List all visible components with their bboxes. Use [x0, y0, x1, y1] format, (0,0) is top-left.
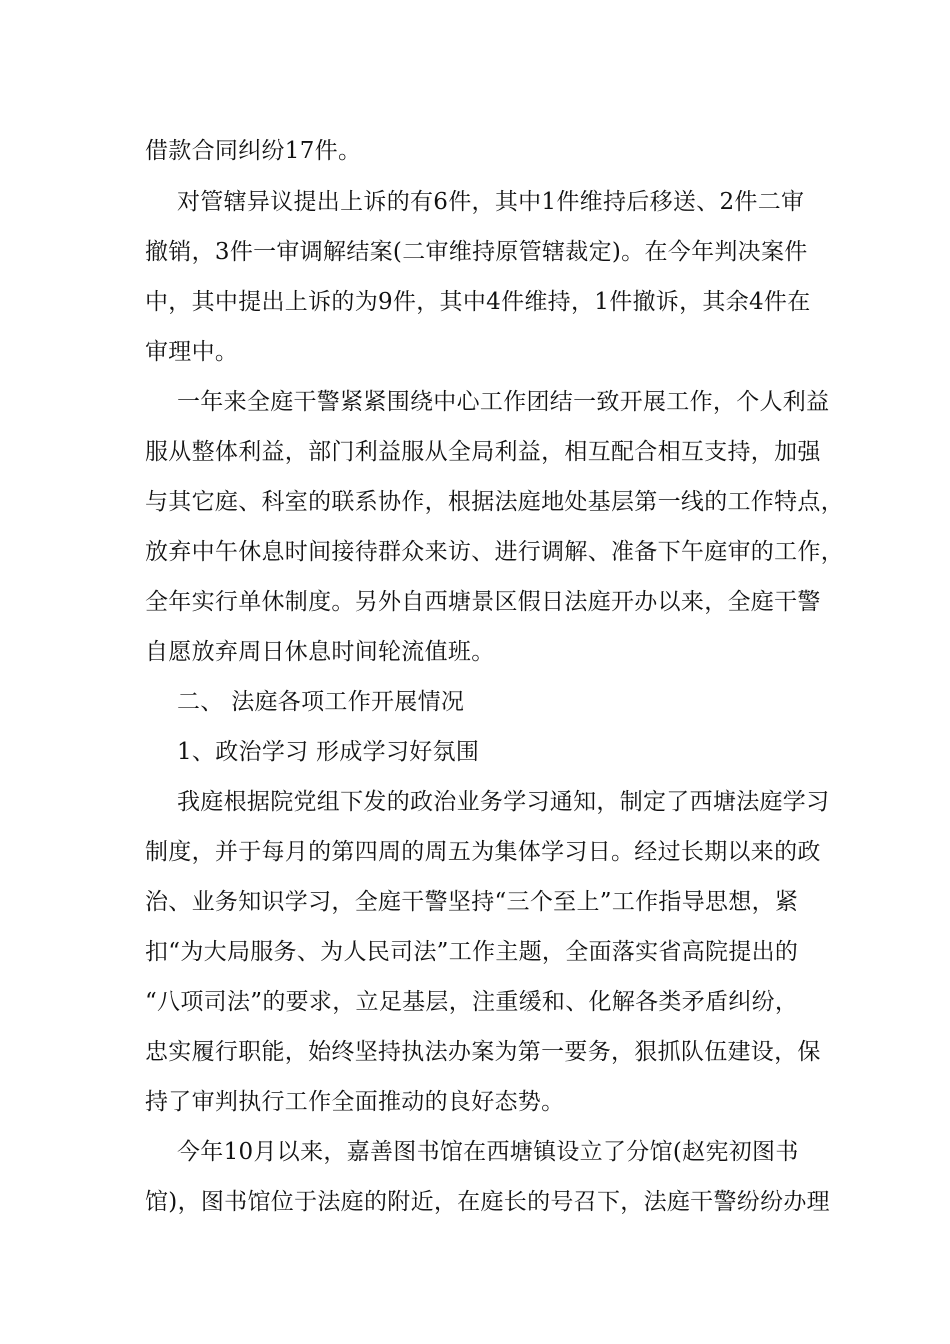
- subsection-heading: 1、政治学习 形成学习好氛围: [177, 739, 480, 765]
- text-line: 撤销，3件一审调解结案(二审维持原管辖裁定)。在今年判决案件: [145, 239, 808, 265]
- text-line: 放弃中午休息时间接待群众来访、进行调解、准备下午庭审的工作，: [145, 539, 844, 565]
- text-line: 全年实行单休制度。另外自西塘景区假日法庭开办以来，全庭干警: [145, 589, 821, 615]
- text-line: “八项司法”的要求，立足基层，注重缓和、化解各类矛盾纠纷，: [145, 989, 799, 1015]
- text-line: 治、业务知识学习，全庭干警坚持“三个至上”工作指导思想，紧: [145, 889, 799, 915]
- text-line: 借款合同纠纷17件。: [145, 138, 362, 164]
- text-line: 一年来全庭干警紧紧围绕中心工作团结一致开展工作，个人利益: [177, 389, 830, 415]
- section-heading: 二、 法庭各项工作开展情况: [177, 689, 465, 715]
- text-line: 制度，并于每月的第四周的周五为集体学习日。经过长期以来的政: [145, 839, 821, 865]
- text-line: 对管辖异议提出上诉的有6件，其中1件维持后移送、2件二审: [177, 189, 805, 215]
- text-line: 馆)，图书馆位于法庭的附近，在庭长的号召下，法庭干警纷纷办理: [145, 1189, 830, 1215]
- text-line: 我庭根据院党组下发的政治业务学习通知，制定了西塘法庭学习: [177, 789, 830, 815]
- text-line: 服从整体利益，部门利益服从全局利益，相互配合相互支持，加强: [145, 439, 821, 465]
- text-line: 与其它庭、科室的联系协作，根据法庭地处基层第一线的工作特点，: [145, 489, 844, 515]
- text-line: 持了审判执行工作全面推动的良好态势。: [145, 1089, 565, 1115]
- text-line: 中，其中提出上诉的为9件，其中4件维持，1件撤诉，其余4件在: [145, 289, 811, 315]
- text-line: 忠实履行职能，始终坚持执法办案为第一要务，狠抓队伍建设，保: [145, 1039, 821, 1065]
- text-line: 自愿放弃周日休息时间轮流值班。: [145, 639, 495, 665]
- text-line: 扣“为大局服务、为人民司法”工作主题，全面落实省高院提出的: [145, 939, 799, 965]
- text-line: 审理中。: [145, 339, 239, 365]
- text-line: 今年10月以来，嘉善图书馆在西塘镇设立了分馆(赵宪初图书: [177, 1139, 799, 1165]
